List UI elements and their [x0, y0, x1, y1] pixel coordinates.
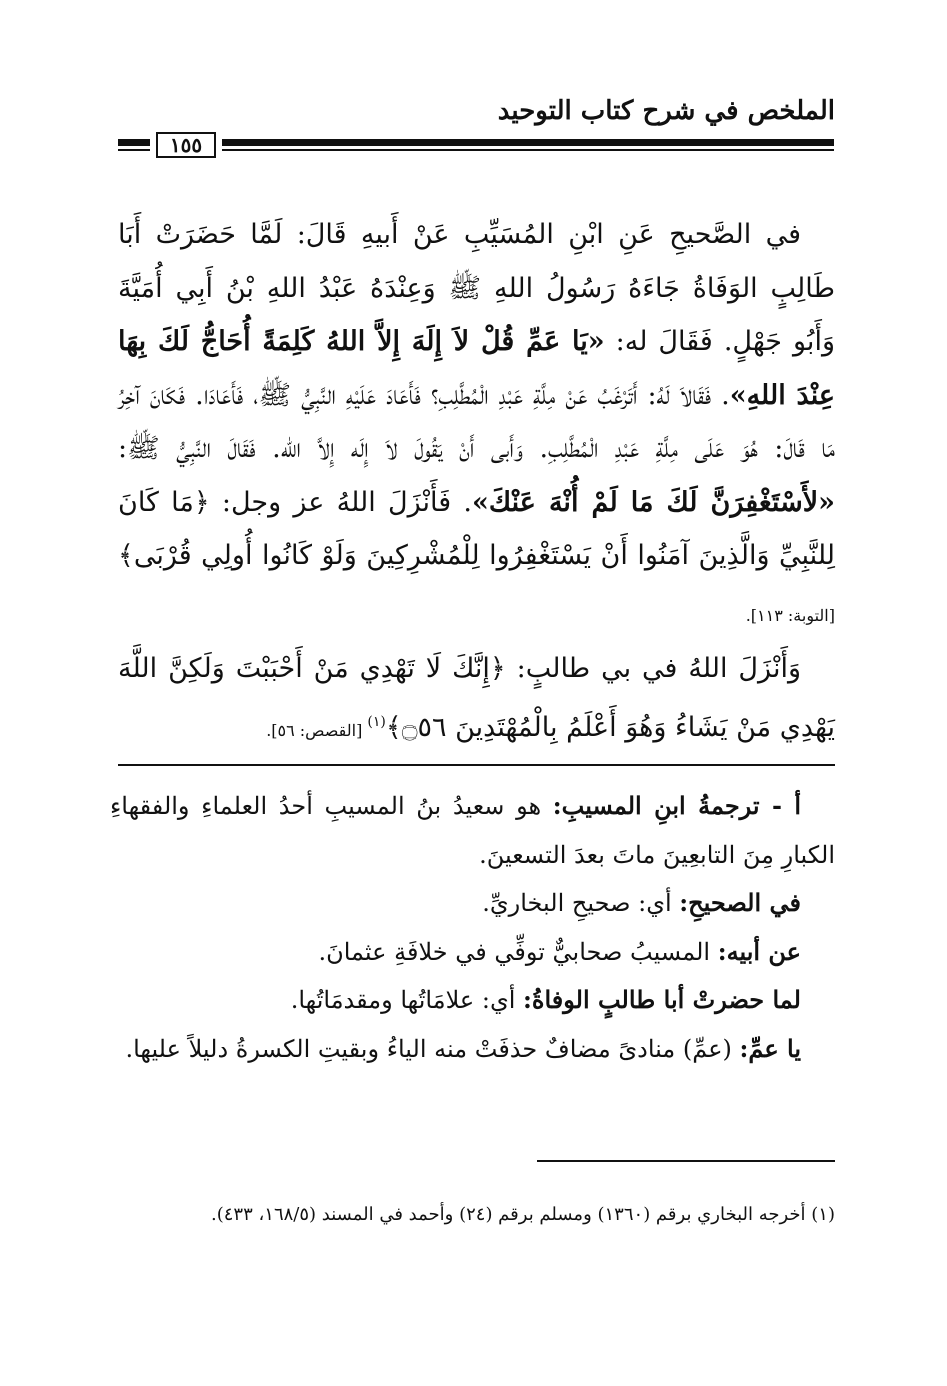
commentary-term: يا عمِّ: — [739, 1033, 801, 1063]
commentary-term: أ - ترجمةُ ابنِ المسيبِ: — [552, 791, 801, 820]
verse-reference-1: [التوبة: ١١٣]. — [745, 605, 835, 625]
footnote — [112, 1198, 835, 1232]
commentary-text: أي: علامَاتُها ومقدمَاتُها. — [290, 986, 524, 1014]
commentary-text: هو سعيدُ بنُ المسيبِ أحدُ العلماءِ والفقهاءِ الكبارِ مِنَ التابعِينَ ماتَ بعدَ التسعينَ. — [110, 792, 835, 869]
footnote-marker: (١) — [367, 713, 386, 730]
header-rule-stub-thin — [118, 149, 150, 151]
quran-verse-2: ﴿إِنَّكَ لَا تَهْدِي مَنْ أَحْبَبْتَ وَلَكِنَّ اللَّهَ يَهْدِي مَنْ يَشَاءُ وَهُوَ أَعْلَمُ بِالْمُهْتَدِينَ ۝٥٦﴾ — [118, 653, 835, 743]
commentary-text: (عمِّ) منادىً مضافٌ حذفَتْ منه الياءُ وبقيتِ الكسرةُ دليلاً عليها. — [125, 1034, 740, 1063]
verse-reference-2: [القصص: ٥٦]. — [266, 720, 368, 740]
commentary — [110, 782, 835, 1073]
commentary-text: أي: صحيحِ البخاريِّ. — [482, 889, 680, 917]
running-title: الملخص في شرح كتاب التوحيد — [497, 96, 835, 126]
commentary-term: في الصحيحِ: — [679, 888, 801, 917]
footnote-rule — [537, 1160, 835, 1162]
verse-lead: . فَأَنْزَلَ اللهُ عز وجل: — [209, 486, 473, 518]
footnote-text: (١) أخرجه البخاري برقم (١٣٦٠) ومسلم برقم (٢٤) وأحمد في المسند (١٦٨/٥، ٤٣٣). — [211, 1204, 835, 1225]
second-verse-paragraph — [118, 642, 835, 757]
commentary-term: لما حضرتْ أبا طالبٍ الوفاةُ: — [523, 985, 801, 1014]
prophet-quote-2: «لأَسْتَغْفِرَنَّ لَكَ مَا لَمْ أُنْهَ عَنْكَ» — [472, 486, 835, 518]
verse2-lead: وَأَنْزَلَ اللهُ في بي طالبٍ: — [505, 653, 801, 684]
commentary-text: المسيبُ صحابيٌّ توفِّي في خلافَةِ عثمانَ. — [318, 937, 718, 966]
page-number: ١٥٥ — [156, 132, 216, 158]
commentary-item — [110, 782, 835, 879]
section-divider — [118, 764, 835, 766]
commentary-item — [110, 976, 835, 1025]
header-rule — [118, 132, 834, 160]
header-rule-stub-thick — [118, 139, 150, 146]
hadith-middle: . فَقَالاَ لَهُ: أَتَرْغَبُ عَنْ مِلَّةِ عَبْدِ الْمُطَّلِبِ؟ فَأَعَادَ عَلَيْهِ النَّبِيُّ ﷺ، فَأَعَادَا. فَكَانَ آخِرُ مَا قَالَ: هُوَ عَلَى مِلَّةِ عَبْدِ الْمُطَّلِبِ. وَأَبى أَنْ يَقُولَ لاَ إِلَه إِلاَّ الله. فَقَالَ النَّبِيُّ ﷺ: — [118, 379, 835, 464]
commentary-item — [110, 928, 835, 977]
hadith-paragraph — [118, 208, 835, 642]
quran-verse-1: ﴿مَا كَانَ لِلنَّبِيِّ وَالَّذِينَ آمَنُوا أَنْ يَسْتَغْفِرُوا لِلْمُشْرِكِينَ وَلَوْ كَانُوا أُولِي قُرْبَى﴾ — [118, 486, 835, 571]
prophet-quote-1: «يَا عَمِّ قُلْ لاَ إِلَهَ إِلاَّ اللهُ كَلِمَةً أُحَاجُّ لَكَ بِهَا عِنْدَ اللهِ» — [118, 326, 835, 411]
commentary-item — [110, 879, 835, 928]
header-rule-thick — [222, 139, 834, 146]
header-rule-thin — [222, 149, 834, 151]
commentary-item — [110, 1025, 835, 1074]
hadith-intro: في الصَّحيحِ عَنِ ابْنِ المُسَيِّبِ عَنْ أَبيهِ قَالَ: لَمَّا حَضَرَتْ أَبَا طَالِبٍ الوَفَاةُ جَاءَهُ رَسُولُ اللهِ ﷺ وَعِنْدَهُ عَبْدُ اللهِ بْنُ أَبِي أُمَيَّةَ وَأَبُو جَهْلٍ. فَقَالَ له: — [118, 219, 835, 357]
commentary-term: عن أبيه: — [717, 936, 801, 966]
hadith-text — [118, 208, 835, 757]
